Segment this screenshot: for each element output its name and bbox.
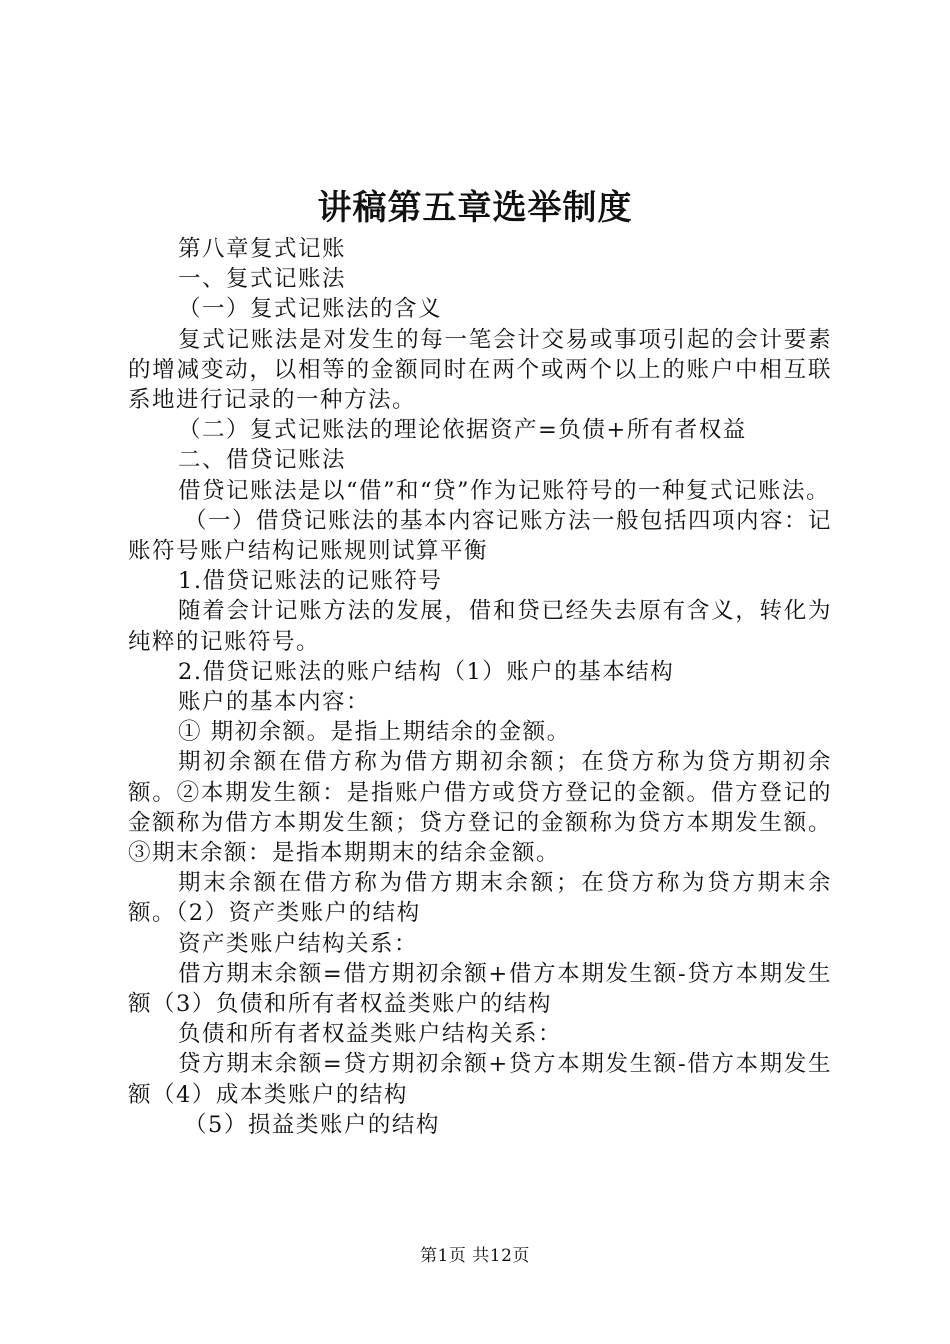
- paragraph-subsection-heading: （二）复式记账法的理论依据资产=负债+所有者权益: [178, 417, 747, 444]
- paragraph-text: 期末余额在借方称为借方期末余额；在贷方称为贷方期末余额。（2）资产类账户的结构: [128, 870, 832, 927]
- paragraph-section-heading: 一、复式记账法: [178, 266, 347, 293]
- paragraph-text: （5）损益类账户的结构: [184, 1111, 440, 1138]
- paragraph-text: 期初余额在借方称为借方期初余额；在贷方称为贷方期初余额。②本期发生额：是指账户借方或贷方登记的金额。借方登记的金额称为借方本期发生额；贷方登记的金额称为贷方本期发生额。③期末余额：是指本期期末的结余金额。: [128, 749, 832, 867]
- paragraph-text: 账户的基本内容：: [178, 689, 371, 716]
- paragraph-item-heading: 1.借贷记账法的记账符号: [178, 568, 443, 595]
- paragraph-text: 负债和所有者权益类账户结构关系：: [178, 1021, 563, 1048]
- page-footer: 第1页 共12页: [420, 1246, 530, 1266]
- paragraph-text: 借贷记账法是以“借”和“贷”作为记账符号的一种复式记账法。: [178, 477, 831, 504]
- paragraph-text: 贷方期末余额=贷方期初余额+贷方本期发生额-借方本期发生额（4）成本类账户的结构: [128, 1051, 832, 1108]
- paragraph-subsection-heading: （一）复式记账法的含义: [178, 296, 443, 323]
- paragraph-text: 随着会计记账方法的发展，借和贷已经失去原有含义，转化为纯粹的记账符号。: [128, 598, 832, 655]
- paragraph-text: 资产类账户结构关系：: [178, 930, 419, 957]
- paragraph-section-heading: 二、借贷记账法: [178, 447, 347, 474]
- paragraph-chapter-heading: 第八章复式记账: [178, 236, 347, 262]
- paragraph-text: （一）借贷记账法的基本内容记账方法一般包括四项内容：记账符号账户结构记账规则试算平衡: [128, 507, 833, 565]
- paragraph-text: ① 期初余额。是指上期结余的金额。: [178, 719, 571, 746]
- paragraph-item-heading: 2.借贷记账法的账户结构（1）账户的基本结构: [178, 658, 675, 685]
- document-body: [128, 234, 832, 1140]
- paragraph-text: 复式记账法是对发生的每一笔会计交易或事项引起的会计要素的增减变动，以相等的金额同时在两个或两个以上的账户中相互联系地进行记录的一种方法。: [128, 326, 832, 414]
- document-title: 讲稿第五章选举制度: [317, 188, 633, 228]
- paragraph-text: 借方期末余额=借方期初余额+借方本期发生额-贷方本期发生额（3）负债和所有者权益类账户的结构: [128, 960, 832, 1018]
